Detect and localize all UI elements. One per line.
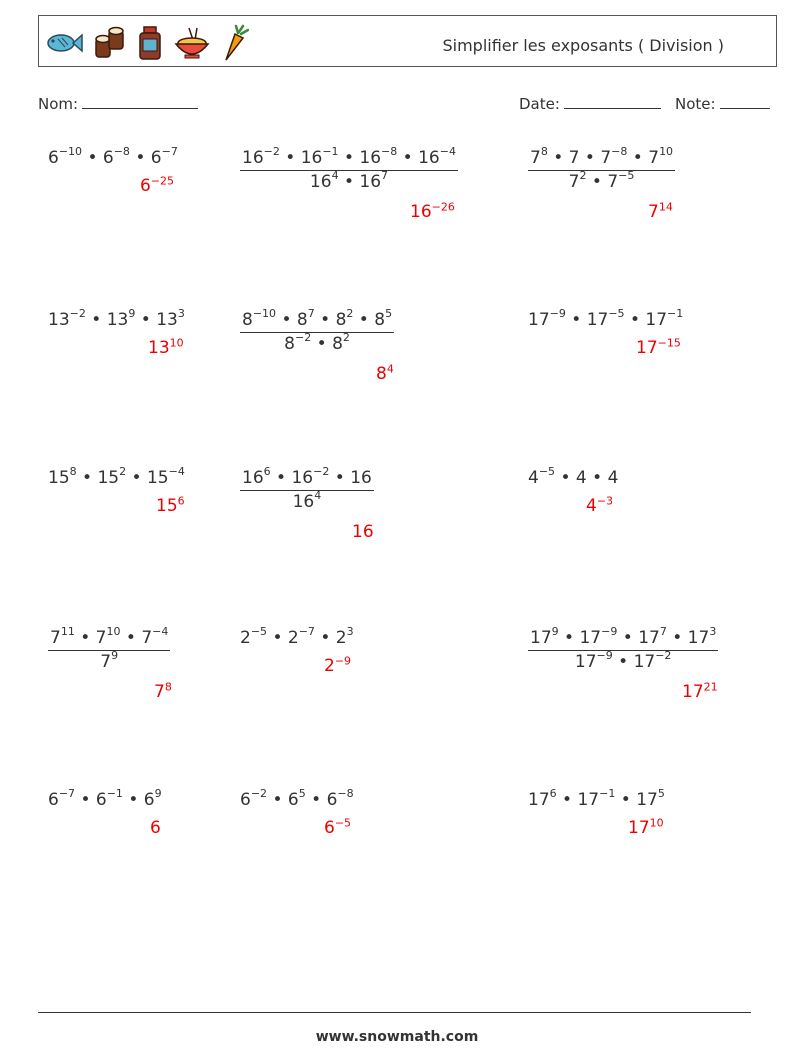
power-term: $2^{-7}$ — [287, 625, 315, 648]
numerator — [240, 307, 394, 332]
power-term: $8^{-2}$ — [284, 331, 312, 354]
power-term: $17^{-5}$ — [586, 307, 625, 330]
power-term: $17^9$ — [530, 625, 559, 648]
power-term: $2^3$ — [335, 625, 354, 648]
name-blank[interactable] — [82, 94, 198, 109]
power-term: $7^{10}$ — [648, 145, 674, 168]
power-term: $6^{-8}$ — [326, 787, 354, 810]
answer-2 — [410, 202, 455, 222]
power-term: $13^9$ — [106, 307, 136, 330]
power-term: $17^{-1}$ — [645, 307, 684, 330]
power-term: $17^7$ — [638, 625, 667, 648]
multiply-dot: • — [579, 148, 601, 168]
multiply-dot: • — [267, 628, 288, 648]
fish-icon — [43, 30, 83, 56]
power-term: $17^{-2}$ — [633, 649, 672, 672]
problem-14 — [240, 787, 354, 810]
power-term: $17^{-1}$ — [577, 787, 616, 810]
answer-11 — [324, 656, 351, 676]
answer-6 — [636, 338, 681, 358]
footer-divider — [38, 1012, 751, 1013]
note-field — [675, 94, 770, 113]
multiply-dot: • — [305, 790, 327, 810]
power-term: $16^4$ — [309, 169, 339, 192]
power-term: $7^{-5}$ — [607, 169, 635, 192]
multiply-dot: • — [586, 172, 608, 192]
problem-12 — [528, 625, 718, 672]
power-term: $15^{-4}$ — [146, 465, 185, 488]
header-icons — [43, 24, 249, 62]
multiply-dot: • — [129, 148, 151, 168]
multiply-dot: • — [85, 310, 107, 330]
answer-power: 16 — [352, 522, 374, 542]
power-term: $6^{-8}$ — [102, 145, 130, 168]
answer-power: $13^{10}$ — [148, 336, 184, 358]
power-term: $16^{-8}$ — [359, 145, 398, 168]
problem-10 — [48, 625, 170, 672]
power-term: $16^7$ — [359, 169, 389, 192]
power-term: $6^{-7}$ — [150, 145, 178, 168]
power-term: $16^6$ — [242, 465, 271, 488]
power-term: $8^7$ — [296, 307, 315, 330]
fraction — [528, 625, 718, 672]
answer-9 — [586, 496, 613, 516]
fraction — [528, 145, 675, 192]
answer-13 — [150, 818, 161, 838]
numerator — [528, 145, 675, 170]
footer-url: www.snowmath.com — [315, 1029, 479, 1045]
answer-15 — [628, 818, 664, 838]
answer-power: $6^{-25}$ — [140, 174, 175, 196]
answer-power: $6^{-5}$ — [324, 816, 352, 838]
multiply-dot: • — [270, 468, 292, 488]
power-term: $6^{-2}$ — [240, 787, 268, 810]
power-term: $15^2$ — [97, 465, 127, 488]
power-term: $7^{-8}$ — [600, 145, 628, 168]
problem-3 — [528, 145, 675, 192]
multiply-dot: • — [353, 310, 375, 330]
answer-4 — [148, 338, 184, 358]
problem-13 — [48, 787, 162, 810]
multiply-dot: • — [555, 468, 576, 488]
problem-7 — [48, 465, 185, 488]
multiply-dot: • — [612, 652, 634, 672]
problem-5 — [240, 307, 394, 354]
multiply-dot: • — [617, 628, 639, 648]
denominator — [240, 490, 374, 512]
power-term: $17^5$ — [636, 787, 665, 810]
denominator — [528, 650, 718, 672]
numerator — [240, 145, 458, 170]
multiply-dot: • — [75, 790, 96, 810]
denominator — [240, 332, 394, 354]
multiply-dot: • — [627, 148, 649, 168]
worksheet-title: Simplifier les exposants ( Division ) — [442, 36, 724, 55]
power-term: $17^{-9}$ — [574, 649, 613, 672]
answer-power: 6 — [150, 818, 161, 838]
answer-8 — [352, 522, 374, 542]
power-term: $16^{-1}$ — [300, 145, 339, 168]
problem-1 — [48, 145, 178, 168]
multiply-dot: • — [338, 148, 360, 168]
fraction — [48, 625, 170, 672]
answer-7 — [156, 496, 185, 516]
power-term: $8^5$ — [374, 307, 393, 330]
multiply-dot: • — [558, 628, 580, 648]
multiply-dot: • — [547, 148, 569, 168]
carrot-icon — [221, 24, 249, 62]
power-term: $17^{-9}$ — [579, 625, 618, 648]
answer-10 — [154, 682, 172, 702]
multiply-dot: • — [135, 310, 157, 330]
power-term: $16^4$ — [292, 489, 322, 512]
multiply-dot: • — [397, 148, 419, 168]
multiply-dot: • — [279, 148, 301, 168]
power-term: 16 — [350, 468, 372, 488]
answer-power: $17^{21}$ — [682, 680, 718, 702]
power-term: $13^3$ — [156, 307, 185, 330]
worksheet-header — [38, 15, 777, 67]
jar-icon — [137, 25, 163, 61]
multiply-dot: • — [276, 310, 297, 330]
date-field — [519, 94, 661, 113]
fraction — [240, 307, 394, 354]
power-term: $16^{-2}$ — [291, 465, 330, 488]
note-label: Note: — [675, 95, 716, 113]
multiply-dot: • — [311, 334, 333, 354]
power-term: $16^{-4}$ — [418, 145, 456, 168]
power-term: 4 — [575, 468, 587, 488]
power-term: $17^6$ — [528, 787, 557, 810]
answer-power: $17^{10}$ — [628, 816, 664, 838]
power-term: $16^{-2}$ — [242, 145, 280, 168]
name-label: Nom: — [38, 95, 79, 113]
power-term: $6^{-7}$ — [48, 787, 76, 810]
power-term: 7 — [568, 148, 580, 168]
multiply-dot: • — [82, 148, 103, 168]
power-term: $8^{-10}$ — [242, 307, 277, 330]
power-term: 4 — [607, 468, 619, 488]
multiply-dot: • — [314, 310, 336, 330]
problem-11 — [240, 625, 354, 648]
answer-power: $17^{-15}$ — [636, 336, 681, 358]
multiply-dot: • — [338, 172, 360, 192]
multiply-dot: • — [314, 628, 336, 648]
answer-12 — [682, 682, 718, 702]
multiply-dot: • — [120, 628, 142, 648]
power-term: $4^{-5}$ — [528, 465, 556, 488]
power-term: $8^2$ — [335, 307, 354, 330]
answer-5 — [376, 364, 394, 384]
denominator — [240, 170, 458, 192]
noodle-bowl-icon — [173, 26, 211, 60]
power-term: $6^{-1}$ — [95, 787, 123, 810]
date-blank[interactable] — [564, 94, 661, 109]
problem-15 — [528, 787, 665, 810]
multiply-dot: • — [556, 790, 578, 810]
answer-power: $4^{-3}$ — [586, 494, 614, 516]
power-term: $8^2$ — [332, 331, 350, 354]
answer-power: $15^6$ — [156, 494, 185, 516]
problem-6 — [528, 307, 684, 330]
power-term: $6^9$ — [143, 787, 162, 810]
fraction — [240, 465, 374, 512]
denominator — [528, 170, 675, 192]
multiply-dot: • — [586, 468, 608, 488]
problem-9 — [528, 465, 619, 488]
multiply-dot: • — [624, 310, 646, 330]
power-term: $15^8$ — [48, 465, 77, 488]
multiply-dot: • — [76, 468, 98, 488]
note-blank[interactable] — [720, 94, 770, 109]
power-term: $7^9$ — [100, 649, 119, 672]
numerator — [48, 625, 170, 650]
problem-2 — [240, 145, 458, 192]
answer-power: $7^{14}$ — [648, 200, 673, 222]
power-term: $6^{-10}$ — [48, 145, 83, 168]
multiply-dot: • — [329, 468, 351, 488]
problem-8 — [240, 465, 374, 512]
power-term: $7^{-4}$ — [141, 625, 169, 648]
power-term: $7^{11}$ — [50, 625, 75, 648]
multiply-dot: • — [122, 790, 144, 810]
power-term: $6^5$ — [287, 787, 306, 810]
multiply-dot: • — [267, 790, 288, 810]
answer-power: $2^{-9}$ — [324, 654, 352, 676]
numerator — [528, 625, 718, 650]
answer-power: $8^4$ — [376, 362, 394, 384]
power-term: $17^{-9}$ — [528, 307, 566, 330]
power-term: $7^2$ — [568, 169, 587, 192]
power-term: $7^8$ — [530, 145, 548, 168]
power-term: $13^{-2}$ — [48, 307, 86, 330]
multiply-dot: • — [126, 468, 147, 488]
multiply-dot: • — [666, 628, 688, 648]
multiply-dot: • — [74, 628, 96, 648]
power-term: $7^{10}$ — [95, 625, 121, 648]
power-term: $17^3$ — [687, 625, 717, 648]
answer-1 — [140, 176, 174, 196]
fraction — [240, 145, 458, 192]
problem-4 — [48, 307, 185, 330]
sushi-rolls-icon — [93, 26, 127, 60]
name-field — [38, 94, 198, 113]
date-label: Date: — [519, 95, 560, 113]
multiply-dot: • — [565, 310, 587, 330]
numerator — [240, 465, 374, 490]
denominator — [48, 650, 170, 672]
answer-power: $16^{-26}$ — [410, 200, 455, 222]
answer-power: $7^8$ — [154, 680, 172, 702]
answer-3 — [648, 202, 673, 222]
multiply-dot: • — [615, 790, 637, 810]
power-term: $2^{-5}$ — [240, 625, 268, 648]
answer-14 — [324, 818, 351, 838]
